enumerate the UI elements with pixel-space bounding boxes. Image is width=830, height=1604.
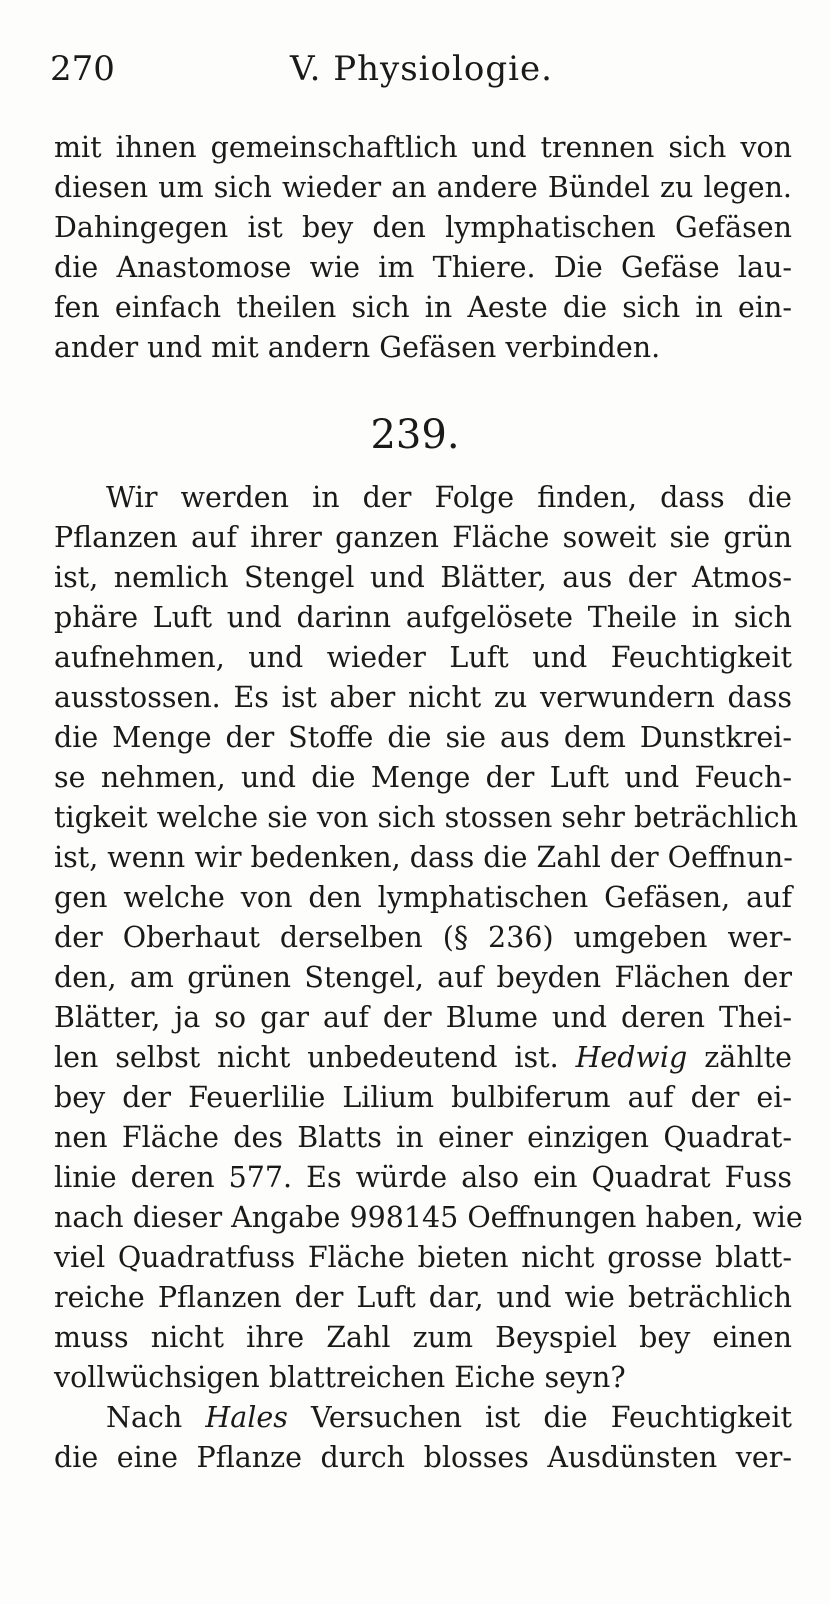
text-line: diesen um sich wieder an andere Bündel zu legen. [54,171,792,204]
author-name-hedwig: Hedwig [575,1041,688,1074]
text-line: se nehmen, und die Menge der Luft und Feuch- [54,761,792,794]
text-line: ander und mit andern Gefäsen verbinden. [54,331,661,364]
text-line: phäre Luft und darinn aufgelösete Theile in sich [54,601,792,634]
paragraph-hales [54,1398,792,1478]
text-line: Wir werden in der Folge finden, dass die [106,481,792,514]
text-line-with-italic [54,1038,792,1078]
text-line: bey der Feuerlilie Lilium bulbiferum auf der ei- [54,1081,792,1114]
paragraph-continued [54,128,792,368]
text-line: tigkeit welche sie von sich stossen sehr beträchlich [54,801,798,834]
text-line: die Anastomose wie im Thiere. Die Gefäse lau- [54,251,792,284]
text-line: viel Quadratfuss Fläche bieten nicht grosse blatt- [54,1241,792,1274]
text-line: ist, wenn wir bedenken, dass die Zahl der Oeffnun- [54,841,793,874]
author-name-hales: Hales [205,1401,288,1434]
paragraph-section-239 [54,478,803,1398]
text-line: Dahingegen ist bey den lymphatischen Gefäsen [54,211,792,244]
text-line: ist, nemlich Stengel und Blätter, aus der Atmos- [54,561,792,594]
text-line: der Oberhaut derselben (§ 236) umgeben wer- [54,921,792,954]
text-line: nen Fläche des Blatts in einer einzigen Quadrat- [54,1121,792,1154]
text-line: ausstossen. Es ist aber nicht zu verwundern dass [54,681,792,714]
text-segment: zählte [687,1041,792,1074]
text-line: Blätter, ja so gar auf der Blume und deren Thei- [54,1001,792,1034]
text-segment: len selbst nicht unbedeutend ist. [54,1041,559,1074]
text-segment: Nach [106,1401,206,1434]
page-header [50,44,792,94]
page-number: 270 [50,49,115,89]
text-segment: Versuchen ist die Feuchtigkeit [287,1401,792,1434]
text-line: den, am grünen Stengel, auf beyden Flächen der [54,961,792,994]
text-line: mit ihnen gemeinschaftlich und trennen sich von [54,131,792,164]
text-line: die eine Pflanze durch blosses Ausdünsten ver- [54,1441,792,1474]
text-line: linie deren 577. Es würde also ein Quadrat Fuss [54,1161,792,1194]
text-line: nach dieser Angabe 998145 Oeffnungen haben, wie [54,1201,803,1234]
text-line: gen welche von den lymphatischen Gefäsen, auf [54,881,792,914]
running-head: V. Physiologie. [290,49,553,89]
text-line-with-italic [54,1398,792,1438]
text-line: die Menge der Stoffe die sie aus dem Dunstkrei- [54,721,792,754]
text-line: reiche Pflanzen der Luft dar, und wie beträchlich [54,1281,792,1314]
text-line: vollwüchsigen blattreichen Eiche seyn? [54,1361,626,1394]
text-line: muss nicht ihre Zahl zum Beyspiel bey einen [54,1321,792,1354]
text-line: fen einfach theilen sich in Aeste die sich in ein- [54,291,792,324]
text-line: aufnehmen, und wieder Luft und Feuchtigkeit [54,641,792,674]
text-line: Pflanzen auf ihrer ganzen Fläche soweit sie grün [54,521,792,554]
section-number: 239. [370,412,460,458]
